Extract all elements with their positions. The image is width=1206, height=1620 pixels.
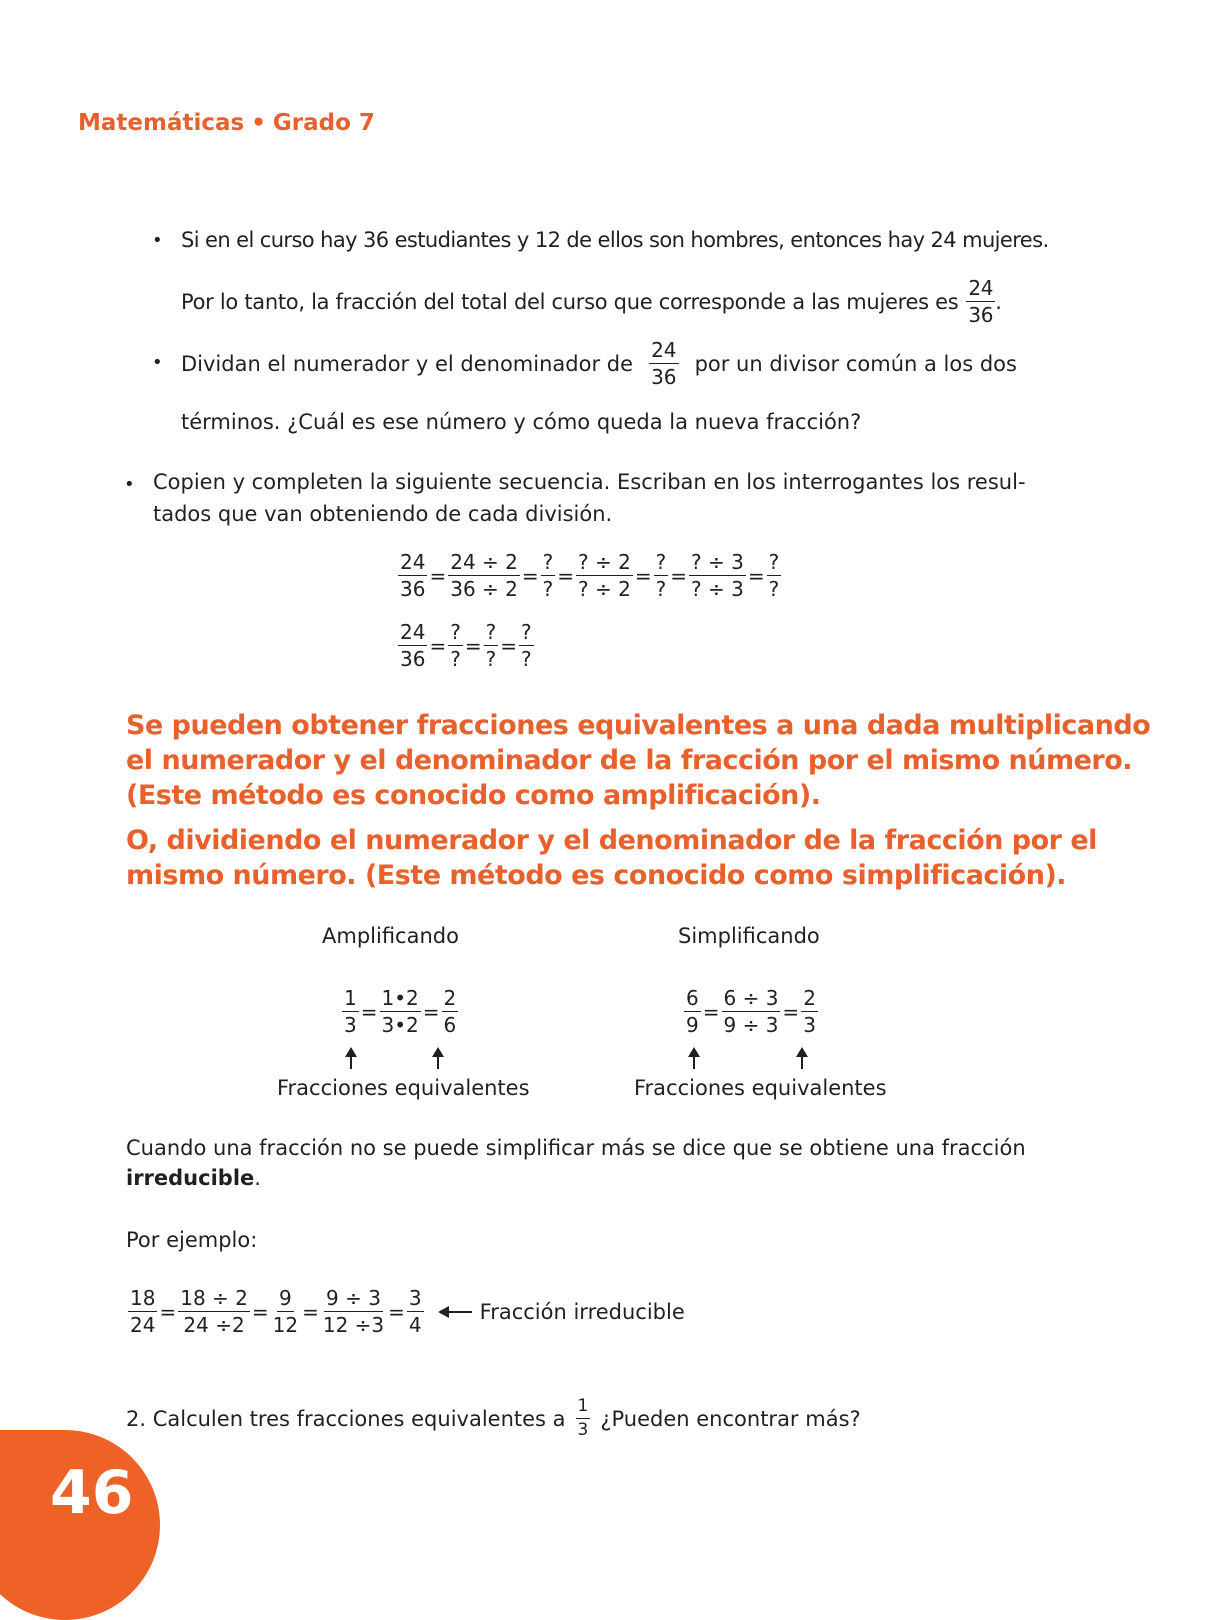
rule-text: ). <box>1044 860 1067 891</box>
fraction <box>342 988 359 1035</box>
equals-sign: = <box>464 633 482 658</box>
amplificando-title: Amplificando <box>322 924 459 948</box>
fraction-numerator: 2 <box>443 986 457 1010</box>
bullet1-line2-text: Por lo tanto, la fracción del total del curso que corresponde a las mujeres es <box>181 289 959 314</box>
irreducible-arrow-label: Fracción irreducible <box>479 1299 685 1324</box>
fraction <box>801 988 818 1035</box>
fraction-denominator: 6 <box>443 1013 457 1037</box>
fraction-denominator: ? <box>521 647 532 671</box>
fraction-denominator: ? ÷ 3 <box>691 577 744 601</box>
irreducible-line2 <box>126 1166 261 1190</box>
rule-line <box>126 778 1150 813</box>
rule-line: O, dividiendo el numerador y el denominador de la fracción por el <box>126 825 1097 856</box>
term-irreducible: irreducible <box>126 1166 255 1190</box>
bullet-dot: • <box>152 230 163 251</box>
term-amplificacion: amplificación <box>602 780 799 811</box>
fraction-numerator: ? <box>485 620 497 644</box>
equals-sign: = <box>388 1299 405 1324</box>
fraction-numerator: ? ÷ 2 <box>578 550 631 574</box>
fraction <box>407 1288 424 1335</box>
equals-sign: = <box>670 563 687 588</box>
fraction <box>321 1288 386 1335</box>
irreducible-equation <box>128 1288 685 1335</box>
equals-sign: = <box>521 563 539 588</box>
bullet-dot: • <box>124 474 135 495</box>
rule-paragraph-1 <box>126 708 1150 813</box>
equals-sign: = <box>782 999 800 1024</box>
fraction <box>654 552 669 599</box>
fraction-numerator: 2 <box>803 986 816 1010</box>
exercise-2 <box>126 1398 861 1439</box>
rule-line <box>126 858 1097 893</box>
fraction <box>767 552 782 599</box>
arrow-left-icon <box>438 1305 472 1319</box>
fraction-numerator: ? <box>655 550 667 574</box>
fraction <box>442 988 459 1035</box>
fraction <box>576 552 633 599</box>
fraction-denominator: ? <box>655 577 667 601</box>
rule-text: (Este método es conocido como <box>126 780 603 811</box>
header-separator: • <box>251 110 266 136</box>
fraction <box>178 1288 250 1335</box>
bullet3-line2: tados que van obteniendo de cada división. <box>153 502 613 526</box>
fraction <box>484 622 499 669</box>
bullet3-line1: Copien y completen la siguiente secuencia. Escriban en los interrogantes los resul- <box>153 470 1026 494</box>
amplificando-equation <box>342 988 458 1035</box>
simplificando-equation <box>684 988 818 1035</box>
fraction <box>689 552 746 599</box>
arrow-up-icon <box>437 1055 439 1069</box>
equals-sign: = <box>302 1299 319 1324</box>
fraction <box>576 1398 591 1439</box>
fraction-numerator: ? <box>521 620 532 644</box>
fraction-numerator: ? ÷ 3 <box>691 550 744 574</box>
arrow-up-icon <box>693 1055 695 1069</box>
fraction-denominator: 4 <box>408 1313 422 1337</box>
fraction-denominator: 3 <box>344 1013 357 1037</box>
fraction-numerator: 24 <box>651 338 677 362</box>
bullet-dot: • <box>152 352 163 373</box>
equals-sign: = <box>360 999 378 1024</box>
equals-sign: = <box>251 1299 269 1324</box>
fraction <box>398 552 427 599</box>
fraction-numerator: 24 <box>968 276 994 300</box>
period: . <box>995 289 1002 314</box>
equals-sign: = <box>557 563 575 588</box>
fraction-denominator: 3 <box>803 1013 816 1037</box>
fraction-denominator: 12 <box>272 1313 299 1337</box>
bullet1-line1: Si en el curso hay 36 estudiantes y 12 de ellos son hombres, entonces hay 24 mujeres. <box>181 228 1049 252</box>
fraction-denominator: ? ÷ 2 <box>578 577 631 601</box>
exercise-text-pre: 2. Calculen tres fracciones equivalentes a <box>126 1406 566 1431</box>
page-header <box>78 110 375 136</box>
fraction <box>966 278 995 325</box>
fraction-numerator: 24 ÷ 2 <box>450 550 518 574</box>
fraction-numerator: 6 <box>686 986 699 1010</box>
fraction <box>541 552 556 599</box>
fraction-denominator: 24 <box>130 1313 156 1337</box>
fraction-denominator: 9 <box>686 1013 699 1037</box>
fraction <box>448 552 520 599</box>
equals-sign: = <box>159 1299 177 1324</box>
equals-sign: = <box>634 563 652 588</box>
fraction-numerator: 1 <box>344 986 357 1010</box>
fraction-denominator: 12 ÷3 <box>322 1313 385 1337</box>
fraction-denominator: 24 ÷2 <box>183 1313 245 1337</box>
arrow-up-icon <box>801 1055 803 1069</box>
equals-sign: = <box>500 633 517 658</box>
fraction-numerator: ? <box>768 550 780 574</box>
bullet1-line2 <box>181 278 1002 325</box>
simplificando-title: Simplificando <box>678 924 820 948</box>
fraction-numerator: 18 ÷ 2 <box>180 1286 248 1310</box>
bullet2-line2: términos. ¿Cuál es ese número y cómo queda la nueva fracción? <box>181 410 862 434</box>
fraction <box>722 988 781 1035</box>
rule-paragraph-2 <box>126 823 1097 893</box>
fraction-numerator: ? <box>450 620 461 644</box>
fraction-denominator: 3 <box>577 1420 589 1440</box>
fraction-denominator: 36 <box>968 303 994 327</box>
fraction-numerator: 3 <box>408 1286 422 1310</box>
fraction-denominator: 36 <box>651 365 677 389</box>
rule-text: ). <box>798 780 821 811</box>
fraction-numerator: 24 <box>400 550 426 574</box>
fraction-denominator: 36 <box>400 647 426 671</box>
example-label: Por ejemplo: <box>126 1228 258 1252</box>
fraction-numerator: ? <box>542 550 554 574</box>
equals-sign: = <box>422 999 440 1024</box>
fraction <box>271 1288 300 1335</box>
fraction-numerator: 24 <box>400 620 426 644</box>
rule-line: Se pueden obtener fracciones equivalentes a una dada multiplicando <box>126 710 1151 741</box>
fraction-numerator: 6 ÷ 3 <box>723 986 779 1010</box>
equals-sign: = <box>702 999 720 1024</box>
header-subject: Matemáticas <box>78 110 245 136</box>
equals-sign: = <box>747 563 765 588</box>
page-number: 46 <box>50 1458 134 1528</box>
period: . <box>254 1166 261 1190</box>
fraction-numerator: 1•2 <box>381 986 419 1010</box>
fraction-denominator: ? <box>450 647 461 671</box>
fraction <box>649 340 678 387</box>
rule-text: mismo número. (Este método es conocido como <box>126 860 842 891</box>
sequence-row-1 <box>398 552 781 599</box>
amplificando-caption: Fracciones equivalentes <box>277 1076 530 1100</box>
equals-sign: = <box>429 633 447 658</box>
fraction <box>519 622 534 669</box>
fraction-denominator: 3•2 <box>381 1013 419 1037</box>
fraction <box>684 988 701 1035</box>
fraction-denominator: 36 ÷ 2 <box>450 577 518 601</box>
header-grade: Grado 7 <box>272 110 375 136</box>
fraction-denominator: ? <box>485 647 497 671</box>
fraction-denominator: 36 <box>400 577 426 601</box>
fraction-numerator: 9 <box>279 1286 292 1310</box>
sequence-row-2 <box>398 622 534 669</box>
simplificando-caption: Fracciones equivalentes <box>634 1076 887 1100</box>
fraction-denominator: 9 ÷ 3 <box>723 1013 779 1037</box>
fraction-numerator: 9 ÷ 3 <box>326 1286 381 1310</box>
fraction <box>128 1288 157 1335</box>
equals-sign: = <box>429 563 447 588</box>
arrow-up-icon <box>350 1055 352 1069</box>
term-simplificacion: simplificación <box>841 860 1045 891</box>
rule-line: el numerador y el denominador de la fracción por el mismo número. <box>126 745 1133 776</box>
fraction-numerator: 1 <box>576 1398 591 1419</box>
fraction-denominator: ? <box>542 577 554 601</box>
fraction <box>448 622 463 669</box>
fraction <box>398 622 427 669</box>
bullet2-line1 <box>181 340 1017 387</box>
fraction <box>380 988 421 1035</box>
bullet2-text-post: por un divisor común a los dos <box>694 351 1017 376</box>
fraction-denominator: ? <box>768 577 780 601</box>
fraction-numerator: 18 <box>130 1286 156 1310</box>
bullet2-text-pre: Dividan el numerador y el denominador de <box>181 351 634 376</box>
exercise-text-post: ¿Pueden encontrar más? <box>600 1406 861 1431</box>
irreducible-line1: Cuando una fracción no se puede simplificar más se dice que se obtiene una fracción <box>126 1136 1026 1160</box>
